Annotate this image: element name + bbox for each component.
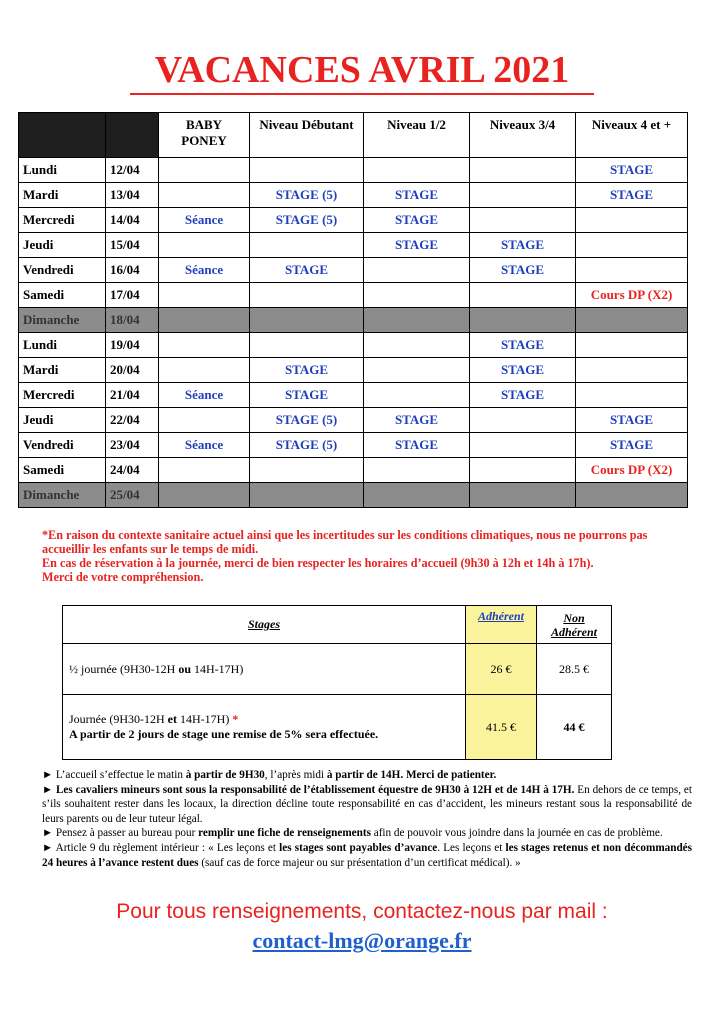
slot-niveau-debutant: STAGE (250, 258, 364, 283)
rules-notes (42, 768, 692, 870)
slot-baby-poney: Séance (159, 383, 250, 408)
slot-baby-poney (159, 233, 250, 258)
slot-niveaux-4-plus (576, 483, 688, 508)
day-cell: Dimanche (19, 483, 106, 508)
slot-baby-poney (159, 358, 250, 383)
day-cell: Mardi (19, 183, 106, 208)
schedule-row (19, 258, 688, 283)
day-cell: Dimanche (19, 308, 106, 333)
slot-niveau-debutant: STAGE (5) (250, 183, 364, 208)
schedule-row (19, 283, 688, 308)
slot-niveau-1-2 (364, 258, 470, 283)
slot-niveaux-4-plus: STAGE (576, 158, 688, 183)
day-cell: Vendredi (19, 433, 106, 458)
slot-baby-poney (159, 283, 250, 308)
date-cell: 25/04 (106, 483, 159, 508)
note-fiche: ► Pensez à passer au bureau pour remplir une fiche de renseignements afin de pouvoir vous joindre dans la journée en cas de problème. (42, 827, 663, 840)
slot-niveau-debutant: STAGE (250, 358, 364, 383)
slot-niveaux-3-4 (470, 308, 576, 333)
header-niveau-1-2: Niveau 1/2 (364, 113, 470, 158)
slot-niveaux-4-plus (576, 258, 688, 283)
slot-niveaux-4-plus (576, 308, 688, 333)
price-header-non-adherent-line-2: Adhérent (550, 624, 597, 639)
schedule-row (19, 158, 688, 183)
slot-niveau-1-2 (364, 383, 470, 408)
slot-baby-poney: Séance (159, 208, 250, 233)
day-cell: Samedi (19, 283, 106, 308)
price-table (62, 605, 612, 760)
slot-niveau-1-2 (364, 333, 470, 358)
date-cell: 14/04 (106, 208, 159, 233)
half-day-label: ½ journée (9H30-12H ou 14H-17H) (63, 644, 466, 695)
date-cell: 22/04 (106, 408, 159, 433)
slot-niveau-debutant (250, 483, 364, 508)
slot-baby-poney (159, 308, 250, 333)
half-day-adherent-price: 26 € (466, 644, 537, 695)
schedule-row (19, 208, 688, 233)
price-row-full-day (63, 695, 612, 760)
full-day-non-adherent-price: 44 € (537, 695, 612, 760)
slot-niveaux-4-plus (576, 233, 688, 258)
sanitary-notice (42, 528, 682, 584)
slot-baby-poney (159, 333, 250, 358)
schedule-row (19, 333, 688, 358)
slot-niveaux-4-plus: STAGE (576, 183, 688, 208)
slot-niveau-1-2 (364, 283, 470, 308)
slot-baby-poney (159, 458, 250, 483)
schedule-row (19, 433, 688, 458)
slot-niveaux-3-4: STAGE (470, 358, 576, 383)
discount-note: A partir de 2 jours de stage une remise de 5% sera effectuée. (69, 727, 379, 741)
day-cell: Mercredi (19, 208, 106, 233)
slot-niveau-1-2 (364, 358, 470, 383)
day-cell: Lundi (19, 333, 106, 358)
slot-niveau-1-2 (364, 483, 470, 508)
slot-niveau-1-2 (364, 458, 470, 483)
slot-niveau-debutant: STAGE (5) (250, 433, 364, 458)
schedule-table (18, 112, 688, 508)
note-responsabilite: ► Les cavaliers mineurs sont sous la responsabilité de l’établissement équestre de 9H30 à 12H et de 14H à 17H. En dehors de ce temps, et s’ils souhaitent rester dans les locaux, la direction décline toute responsabilité en cas d’accident, les mineurs restant sous la responsabilité de leurs parents ou de leur tuteur légal. (42, 783, 692, 825)
notice-line-1: *En raison du contexte sanitaire actuel ainsi que les incertitudes sur les conditions climatiques, nous ne pourrons pas accueillir les enfants sur le temps de midi. (42, 528, 648, 556)
schedule-row (19, 308, 688, 333)
slot-niveaux-3-4 (470, 408, 576, 433)
slot-niveaux-4-plus (576, 383, 688, 408)
day-cell: Vendredi (19, 258, 106, 283)
date-cell: 23/04 (106, 433, 159, 458)
full-day-adherent-price: 41.5 € (466, 695, 537, 760)
slot-baby-poney (159, 483, 250, 508)
date-cell: 21/04 (106, 383, 159, 408)
date-cell: 18/04 (106, 308, 159, 333)
slot-niveau-debutant (250, 308, 364, 333)
slot-baby-poney (159, 183, 250, 208)
slot-niveaux-4-plus (576, 358, 688, 383)
header-niveau-debutant: Niveau Débutant (250, 113, 364, 158)
notice-line-2: En cas de réservation à la journée, merci de bien respecter les horaires d’accueil (9h30 à 12h et 14h à 17h). (42, 556, 594, 570)
price-header-stages: Stages (63, 606, 466, 644)
slot-niveau-1-2: STAGE (364, 408, 470, 433)
slot-niveaux-3-4 (470, 458, 576, 483)
slot-niveau-1-2: STAGE (364, 183, 470, 208)
slot-niveau-1-2: STAGE (364, 208, 470, 233)
price-header-adherent: Adhérent (466, 606, 537, 644)
date-cell: 15/04 (106, 233, 159, 258)
day-cell: Samedi (19, 458, 106, 483)
slot-niveaux-3-4: STAGE (470, 258, 576, 283)
schedule-row (19, 408, 688, 433)
full-day-label: Journée (9H30-12H et 14H-17H) * A partir de 2 jours de stage une remise de 5% sera effectuée. (63, 695, 466, 760)
slot-niveau-debutant (250, 158, 364, 183)
schedule-row (19, 358, 688, 383)
slot-niveau-debutant (250, 233, 364, 258)
header-baby-poney: BABY PONEY (159, 113, 250, 158)
slot-niveaux-4-plus: Cours DP (X2) (576, 458, 688, 483)
slot-niveaux-3-4: STAGE (470, 383, 576, 408)
date-cell: 17/04 (106, 283, 159, 308)
slot-niveaux-4-plus: Cours DP (X2) (576, 283, 688, 308)
price-header-row (63, 606, 612, 644)
date-cell: 20/04 (106, 358, 159, 383)
title-underline (130, 93, 594, 95)
slot-niveaux-3-4 (470, 208, 576, 233)
day-cell: Mardi (19, 358, 106, 383)
contact-email-link[interactable]: contact-lmg@orange.fr (252, 928, 472, 953)
date-cell: 24/04 (106, 458, 159, 483)
slot-baby-poney (159, 158, 250, 183)
schedule-row (19, 183, 688, 208)
schedule-header-row (19, 113, 688, 158)
asterisk-mark: * (232, 712, 239, 726)
schedule-row (19, 383, 688, 408)
slot-niveaux-3-4 (470, 283, 576, 308)
header-blank-day (19, 113, 106, 158)
note-article-9: ► Article 9 du règlement intérieur : « Les leçons et les stages sont payables d’avance. Les leçons et les stages retenus et non décommandés 24 heures à l’avance restent dues (sauf cas de force majeur ou sur présentation d’un certificat médical). » (42, 841, 692, 869)
slot-niveau-debutant: STAGE (250, 383, 364, 408)
schedule-row (19, 233, 688, 258)
slot-niveau-debutant (250, 333, 364, 358)
price-row-half-day (63, 644, 612, 695)
header-niveaux-4-plus: Niveaux 4 et + (576, 113, 688, 158)
schedule-body (19, 158, 688, 508)
price-header-non-adherent-line-1: Non (563, 610, 585, 625)
day-cell: Jeudi (19, 233, 106, 258)
slot-niveau-1-2 (364, 158, 470, 183)
slot-niveaux-4-plus (576, 333, 688, 358)
price-header-non-adherent (537, 606, 612, 644)
note-accueil: ► L’accueil s’effectue le matin à partir de 9H30, l’après midi à partir de 14H. Merci de patienter. (42, 769, 497, 781)
day-cell: Jeudi (19, 408, 106, 433)
slot-niveau-1-2 (364, 308, 470, 333)
slot-niveaux-3-4 (470, 158, 576, 183)
slot-niveaux-3-4 (470, 183, 576, 208)
page-title: VACANCES AVRIL 2021 (154, 49, 570, 91)
slot-niveaux-4-plus (576, 208, 688, 233)
slot-niveaux-4-plus: STAGE (576, 433, 688, 458)
contact-text: Pour tous renseignements, contactez-nous par mail : (116, 900, 608, 923)
slot-baby-poney (159, 408, 250, 433)
header-niveaux-3-4: Niveaux 3/4 (470, 113, 576, 158)
slot-baby-poney: Séance (159, 258, 250, 283)
day-cell: Mercredi (19, 383, 106, 408)
slot-niveau-1-2: STAGE (364, 233, 470, 258)
schedule-row (19, 483, 688, 508)
slot-niveaux-3-4: STAGE (470, 333, 576, 358)
slot-niveau-debutant (250, 458, 364, 483)
slot-niveau-debutant: STAGE (5) (250, 208, 364, 233)
date-cell: 12/04 (106, 158, 159, 183)
day-cell: Lundi (19, 158, 106, 183)
slot-niveaux-3-4 (470, 483, 576, 508)
notice-line-3: Merci de votre compréhension. (42, 570, 204, 584)
date-cell: 13/04 (106, 183, 159, 208)
slot-niveaux-3-4: STAGE (470, 233, 576, 258)
half-day-non-adherent-price: 28.5 € (537, 644, 612, 695)
date-cell: 16/04 (106, 258, 159, 283)
slot-niveau-debutant: STAGE (5) (250, 408, 364, 433)
date-cell: 19/04 (106, 333, 159, 358)
slot-baby-poney: Séance (159, 433, 250, 458)
slot-niveaux-3-4 (470, 433, 576, 458)
slot-niveaux-4-plus: STAGE (576, 408, 688, 433)
schedule-row (19, 458, 688, 483)
slot-niveau-debutant (250, 283, 364, 308)
header-blank-date (106, 113, 159, 158)
slot-niveau-1-2: STAGE (364, 433, 470, 458)
